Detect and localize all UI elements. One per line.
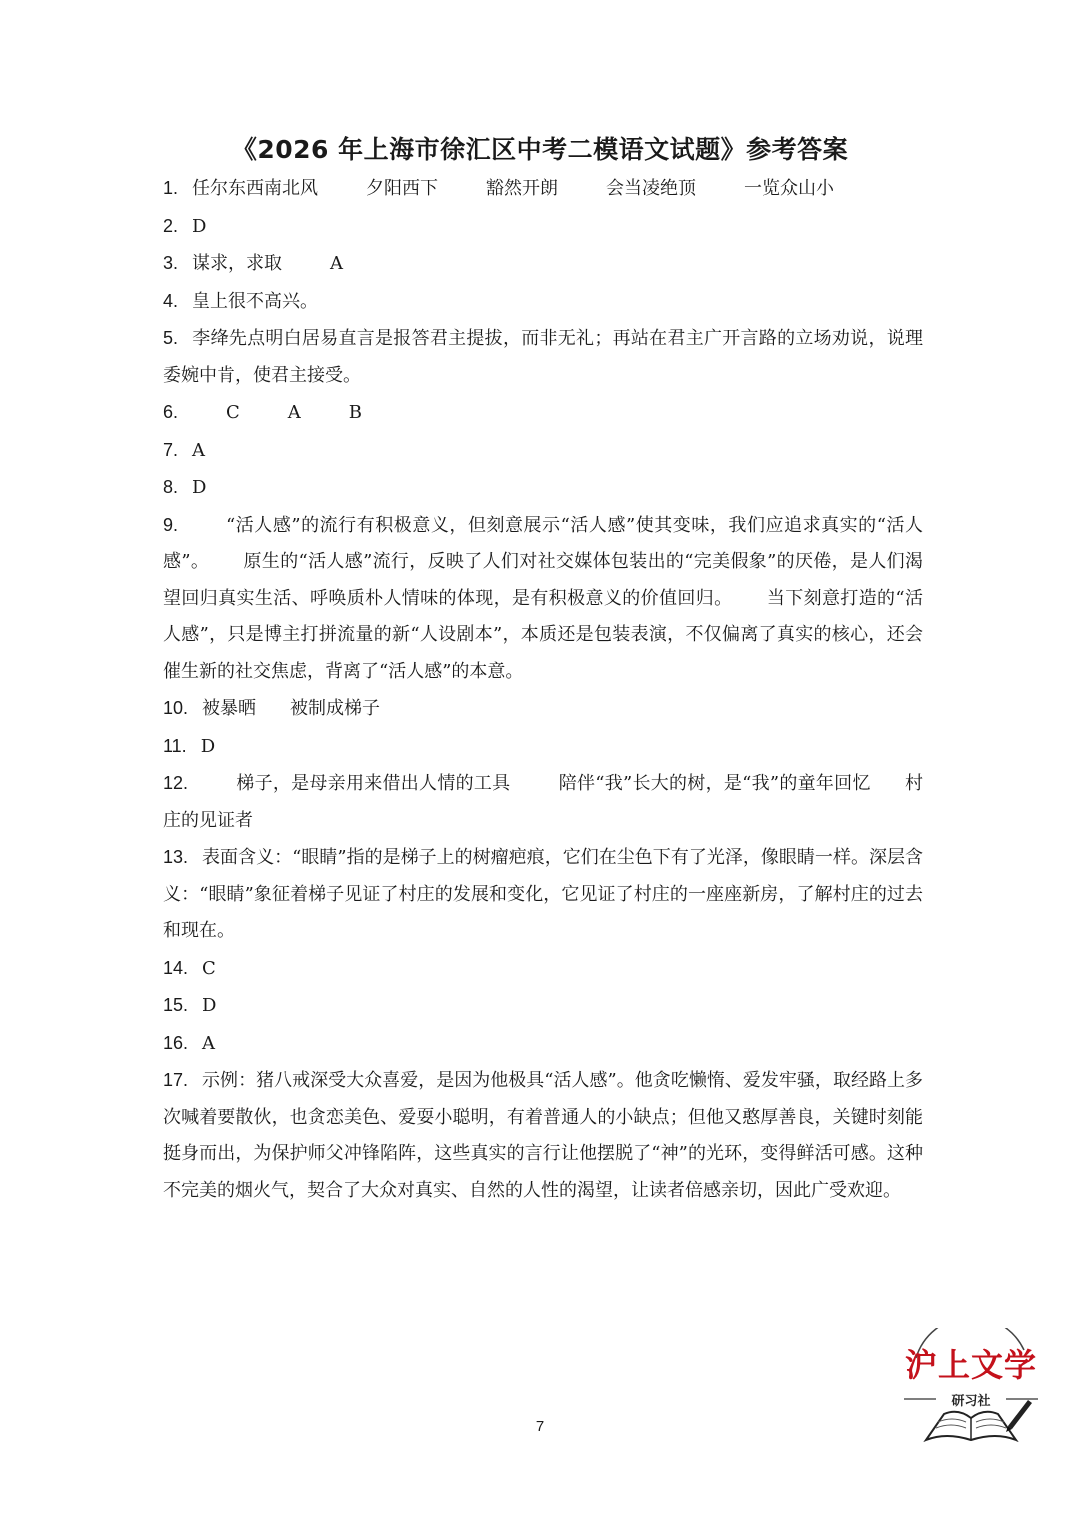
answer-part: 任尔东西南北风 (192, 178, 319, 199)
answer-1 (163, 170, 923, 208)
logo-title: 沪上文学 (904, 1346, 1037, 1384)
answer-part: “活人感”的流行有积极意义，但刻意展示“活人感”使其变味，我们应追求真实的“活人感”。 (163, 514, 923, 572)
answer-part: 夕阳西下 (366, 178, 439, 199)
answer-14 (163, 950, 923, 988)
answer-text: D (202, 995, 217, 1016)
answer-number: 1. (163, 178, 179, 198)
answer-number: 17. (163, 1070, 189, 1090)
answer-number: 4. (163, 290, 179, 311)
logo-subtitle: 研习社 (951, 1394, 991, 1409)
answer-16 (163, 1025, 923, 1063)
answer-17 (163, 1062, 923, 1209)
answer-text: A (192, 439, 206, 461)
answer-part: C (226, 402, 240, 423)
answer-part: A (287, 402, 301, 423)
answer-part: 会当凌绝顶 (606, 178, 697, 199)
answer-part: B (348, 402, 363, 423)
answer-text: 表面含义：“眼睛”指的是梯子上的树瘤疤痕，它们在尘色下有了光泽，像眼睛一样。深层含义：“眼睛”象征着梯子见证了村庄的发展和变化，它见证了村庄的一座座新房，了解村庄的过去和现在。 (163, 847, 923, 941)
answer-number: 10. (163, 698, 189, 718)
answer-number: 8. (163, 477, 179, 497)
answer-3 (163, 245, 923, 283)
answer-number: 12. (163, 773, 189, 793)
answer-text: 示例：猪八戒深受大众喜爱，是因为他极具“活人感”。他贪吃懒惰、爱发牢骚，取经路上多次喊着要散伙，也贪恋美色、爱耍小聪明，有着普通人的小缺点；但他又憨厚善良，关键时刻能挺身而出，为保护师父冲锋陷阵，这些真实的言行让他摆脱了“神”的光环，变得鲜活可感。这种不完美的烟火气，契合了大众对真实、自然的人性的渴望，让读者倍感亲切，因此广受欢迎。 (163, 1070, 923, 1201)
answer-text: D (200, 735, 216, 757)
answer-part: 陪伴“我”长大的树，是“我”的童年回忆 (558, 773, 871, 794)
answer-text: D (192, 215, 207, 237)
answer-7 (163, 432, 923, 470)
answer-8 (163, 469, 923, 507)
answer-5 (163, 320, 923, 394)
answer-part: 原生的“活人感”流行，反映了人们对社交媒体包装出的“完美假象”的厌倦，是人们渴望回归真实生活、呼唤质朴人情味的体现，是有积极意义的价值回归。 (163, 551, 923, 609)
answer-number: 11. (163, 735, 187, 756)
answer-part: 被制成梯子 (290, 698, 381, 719)
answer-number: 15. (163, 995, 189, 1015)
answer-number: 2. (163, 215, 179, 236)
answer-part: 当下刻意打造的“活人感”，只是博主打拼流量的新“人设剧本”，本质还是包装表演，不仅偏离了真实的核心，还会催生新的社交焦虑，背离了“活人感”的本意。 (163, 587, 923, 682)
answer-number: 16. (163, 1032, 189, 1053)
answer-part: 被暴晒 (202, 698, 257, 719)
answer-part: 村庄的见证者 (163, 773, 923, 831)
answer-text: 李绛先点明白居易直言是报答君主提拔，而非无礼；再站在君主广开言路的立场劝说，说理委婉中肯，使君主接受。 (163, 328, 923, 386)
answer-part: A (330, 253, 344, 274)
document-title: 《2026 年上海市徐汇区中考二模语文试题》参考答案 (231, 135, 849, 164)
answer-part: 梯子，是母亲用来借出人情的工具 (236, 773, 511, 794)
answer-6 (163, 394, 923, 432)
answer-text: D (192, 477, 207, 498)
answer-text: 皇上很不高兴。 (192, 290, 319, 312)
answer-list (163, 170, 923, 1209)
answer-12 (163, 765, 923, 839)
answer-number: 6. (163, 402, 179, 422)
page-number: 7 (535, 1418, 545, 1435)
answer-2 (163, 208, 923, 246)
answer-part: 豁然开朗 (486, 178, 559, 199)
answer-part: 一览众山小 (744, 178, 835, 199)
answer-number: 9. (163, 514, 179, 535)
answer-9 (163, 507, 923, 691)
answer-text: C (202, 957, 216, 979)
answer-number: 3. (163, 253, 179, 273)
answer-10 (163, 690, 923, 728)
answer-13 (163, 839, 923, 950)
answer-15 (163, 987, 923, 1025)
answer-4 (163, 283, 923, 321)
answer-number: 14. (163, 957, 189, 978)
answer-number: 13. (163, 847, 189, 867)
answer-number: 7. (163, 439, 179, 460)
answer-text: A (202, 1032, 216, 1054)
answer-part: 谋求，求取 (192, 253, 283, 274)
answer-11 (163, 728, 923, 766)
answer-number: 5. (163, 328, 179, 348)
